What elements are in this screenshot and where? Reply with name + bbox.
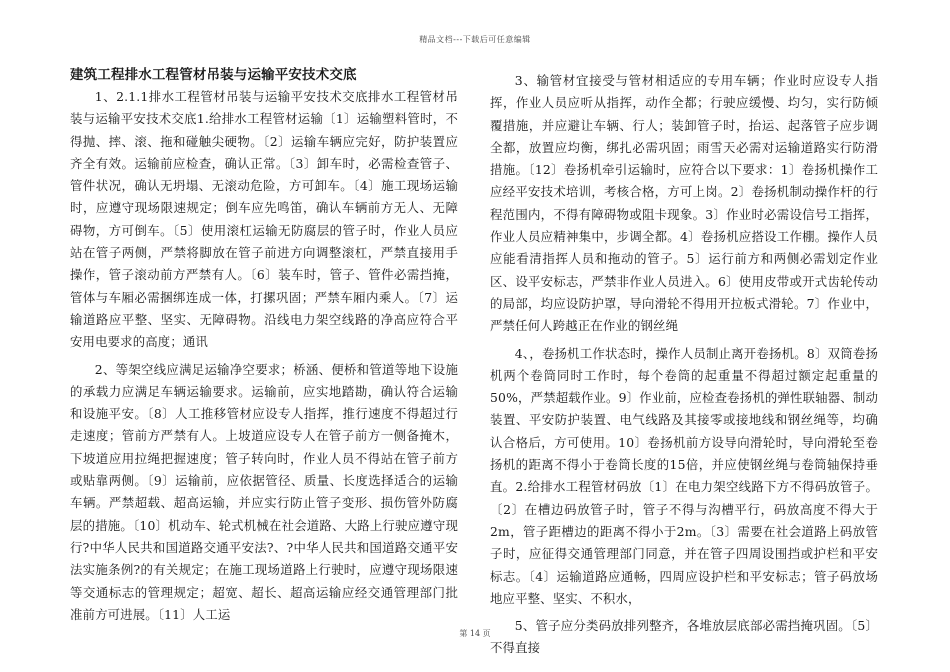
document-title: 建筑工程排水工程管材吊装与运输平安技术交底 [70, 67, 357, 83]
paragraph-2: 2、等架空线应满足运输净空要求；桥涵、便桥和管道等地下设施的承载力应满足车辆运输要求。运输前，应实地踏勘，确认符合运输和设施平安。〔8〕人工推移管材应设专人指挥，推行速度不得超过行走速度；管前方严禁有人。上坡道应设专人在管子前方一侧备掩木，下坡道应用拉绳把握速度；管子转向时，作业人员不得站在管子前方或贴靠两侧。〔9〕运输前，应依据管径、质量、长度选择适合的运输车辆。严禁超载、超高运输，并应实行防止管子变形、损伤管外防腐层的措施。〔10〕机动车、轮式机械在社会道路、大路上行驶应遵守现行?中华人民共和国道路交通平安法?、?中华人民共和国道路交通平安法实施条例?的有关规定；在施工现场道路上行驶时，应遵守现场限速等交通标志的管理规定；超宽、超长、超高运输应经交通管理部门批准前方可进展。〔11〕人工运 [70, 361, 458, 622]
page-footer: 第 14 页 [459, 629, 491, 638]
paragraph-3: 3、输管材宜接受与管材相适应的专用车辆；作业时应设专人指挥，作业人员应听从指挥，动作全都；行驶应缓慢、均匀，实行防倾覆措施，并应避让车辆、行人；装卸管子时，抬运、起落管子应步调全都，放置应均衡，绑扎必需巩固；雨雪天必需对运输道路实行防滑措施。〔12〕卷扬机牵引运输时，应符合以下要求：1〕卷扬机操作工应经平安技术培训，考核合格，方可上岗。2〕卷扬机制动操作杆的行程范围内，不得有障碍物或阻卡现象。3〕作业时必需设信号工指挥，作业人员应精神集中，步调全都。4〕卷扬机应搭设工作棚。操作人员应能看清指挥人员和拖动的管子。5〕运行前方和两侧必需划定作业区、设平安标志，严禁非作业人员进入。6〕使用皮带或开式齿轮传动的局部，均应设防护罩，导向滑轮不得用开拉板式滑轮。7〕作业中，严禁任何人跨越正在作业的钢丝绳 [490, 73, 878, 334]
paragraph-5: 5、管子应分类码放排列整齐，各堆放层底部必需挡掩巩固。〔5〕不得直接 [490, 618, 878, 656]
page-header: 精品文档---下载后可任意编辑 [419, 35, 531, 44]
paragraph-4: 4、，卷扬机工作状态时，操作人员制止离开卷扬机。8〕双筒卷扬机两个卷筒同时工作时，每个卷筒的起重量不得超过额定起重量的50%，严禁超载作业。9〕作业前，应检查卷扬机的弹性联轴器、制动装置、平安防护装置、电气线路及其接零或接地线和钢丝绳等，均确认合格后，方可使用。10〕卷扬机前方设导向滑轮时，导向滑轮至卷扬机的距离不得小于卷筒长度的15倍，并应使钢丝绳与卷筒轴保持垂直。2.给排水工程管材码放〔1〕在电力架空线路下方不得码放管子。〔2〕在槽边码放管子时，管子不得与沟槽平行，码放高度不得大于2m，管子距槽边的距离不得小于2m。〔3〕需要在社会道路上码放管子时，应征得交通管理部门同意，并在管子四周设围挡或护栏和平安标志。〔4〕运输道路应通畅，四周应设护栏和平安标志；管子码放场地应平整、坚实、不积水， [490, 345, 878, 606]
left-column [70, 64, 458, 631]
right-column [490, 70, 878, 665]
paragraph-1: 1、2.1.1排水工程管材吊装与运输平安技术交底排水工程管材吊装与运输平安技术交底1.给排水工程管材运输〔1〕运输塑料管时，不得抛、摔、滚、拖和碰触尖硬物。〔2〕运输车辆应完好，防护装置应齐全有效。运输前应检查，确认正常。〔3〕卸车时，必需检查管子、管件状况，确认无坍塌、无滚动危险，方可卸车。〔4〕施工现场运输时，应遵守现场限速规定；倒车应先鸣笛，确认车辆前方无人、无障碍物，方可倒车。〔5〕使用滚杠运输无防腐层的管子时，作业人员应站在管子两侧，严禁将脚放在管子前进方向调整滚杠，严禁直接用手操作，管子滚动前方严禁有人。〔6〕装车时，管子、管件必需挡掩，管体与车厢必需捆绑连成一体，打摞巩固；严禁车厢内乘人。〔7〕运输道路应平整、坚实、无障碍物。沿线电力架空线路的净高应符合平安用电要求的高度；通讯 [70, 89, 458, 350]
